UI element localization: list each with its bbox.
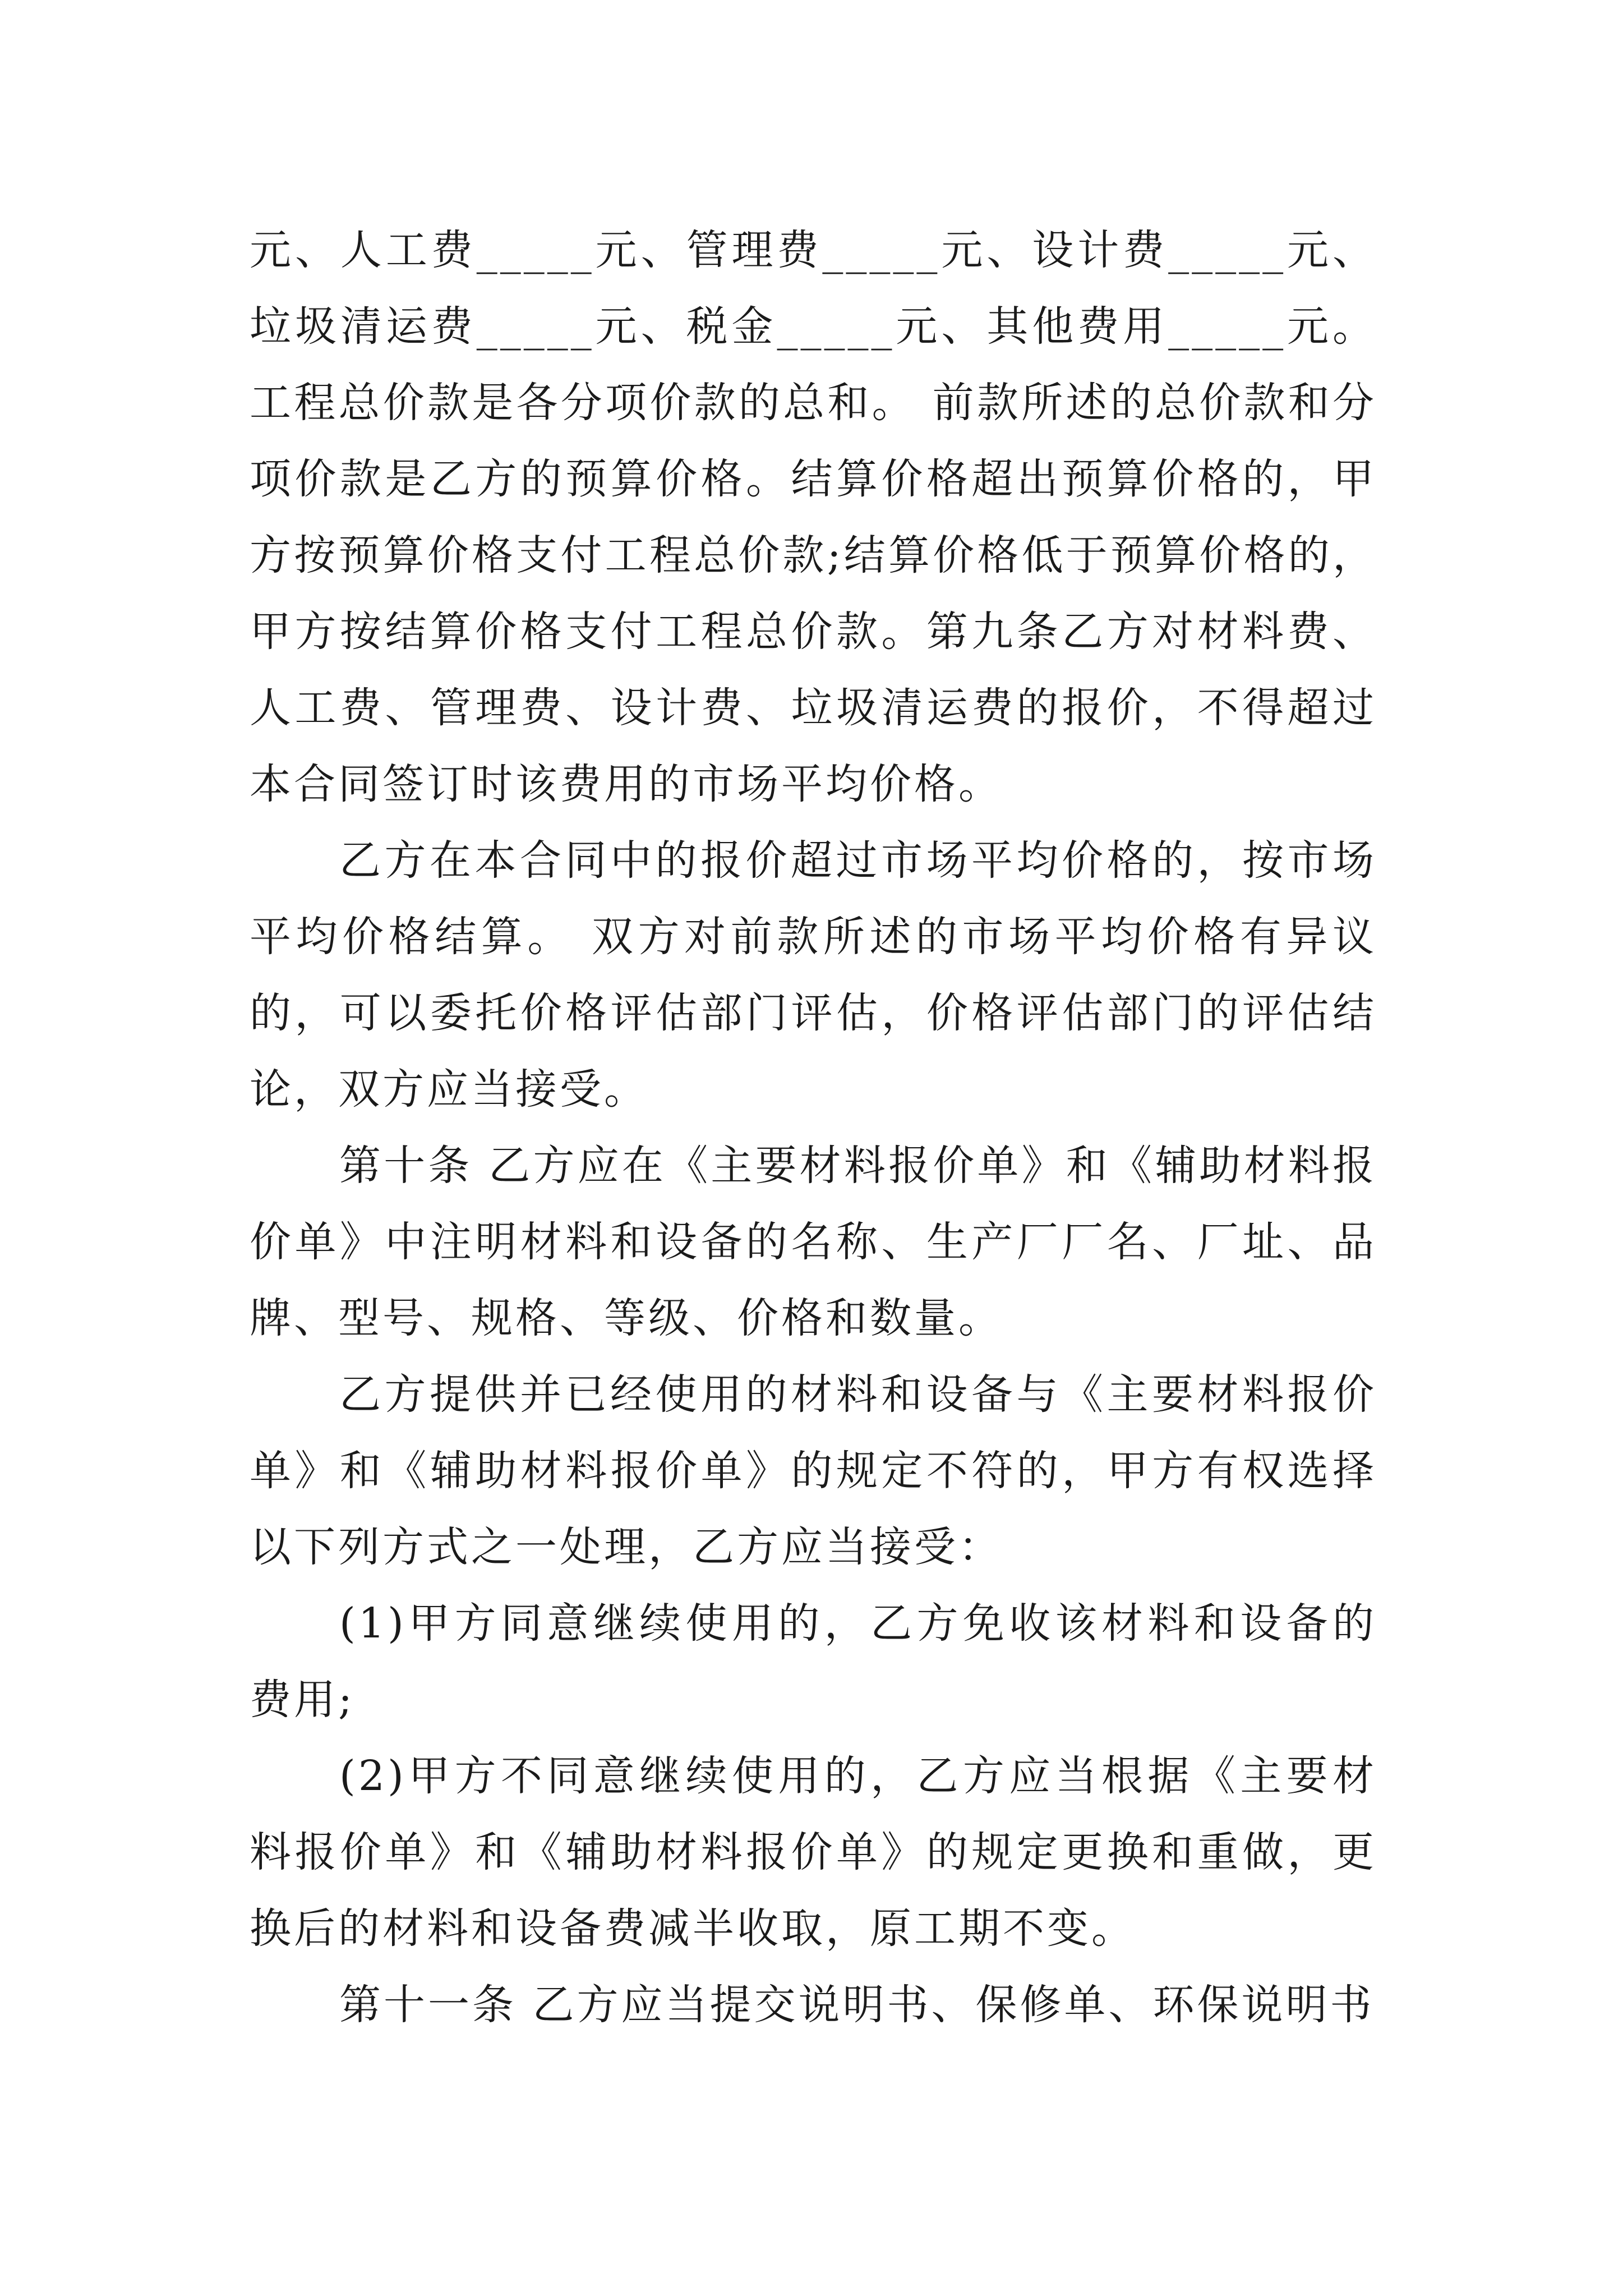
paragraph-option-1: (1)甲方同意继续使用的，乙方免收该材料和设备的费用; [250, 1599, 1377, 1724]
paragraph-market-price: 乙方在本合同中的报价超过市场平均价格的，按市场平均价格结算。 双方对前款所述的市场平均价格有异议的，可以委托价格评估部门评估，价格评估部门的评估结论，双方应当接受。 [250, 836, 1377, 1114]
document-body [250, 212, 1377, 2043]
paragraph-fee-breakdown: 元、人工费_____元、管理费_____元、设计费_____元、垃圾清运费_____元、税金_____元、其他费用_____元。工程总价款是各分项价款的总和。 前款所述的总价款和分项价款是乙方的预算价格。结算价格超出预算价格的，甲方按预算价格支付工程总价款;结算价格低于预算价格的，甲方按结算价格支付工程总价款。第九条乙方对材料费、人工费、管理费、设计费、垃圾清运费的报价，不得超过本合同签订时该费用的市场平均价格。 [250, 226, 1377, 808]
paragraph-article-11: 第十一条 乙方应当提交说明书、保修单、环保说明书 [339, 1981, 1375, 2029]
paragraph-option-2: (2)甲方不同意继续使用的，乙方应当根据《主要材料报价单》和《辅助材料报价单》的规定更换和重做，更换后的材料和设备费减半收取，原工期不变。 [250, 1752, 1377, 1953]
paragraph-nonconforming-materials: 乙方提供并已经使用的材料和设备与《主要材料报价单》和《辅助材料报价单》的规定不符的，甲方有权选择以下列方式之一处理，乙方应当接受： [250, 1370, 1377, 1571]
paragraph-article-10: 第十条 乙方应在《主要材料报价单》和《辅助材料报价单》中注明材料和设备的名称、生产厂厂名、厂址、品牌、型号、规格、等级、价格和数量。 [250, 1142, 1377, 1342]
